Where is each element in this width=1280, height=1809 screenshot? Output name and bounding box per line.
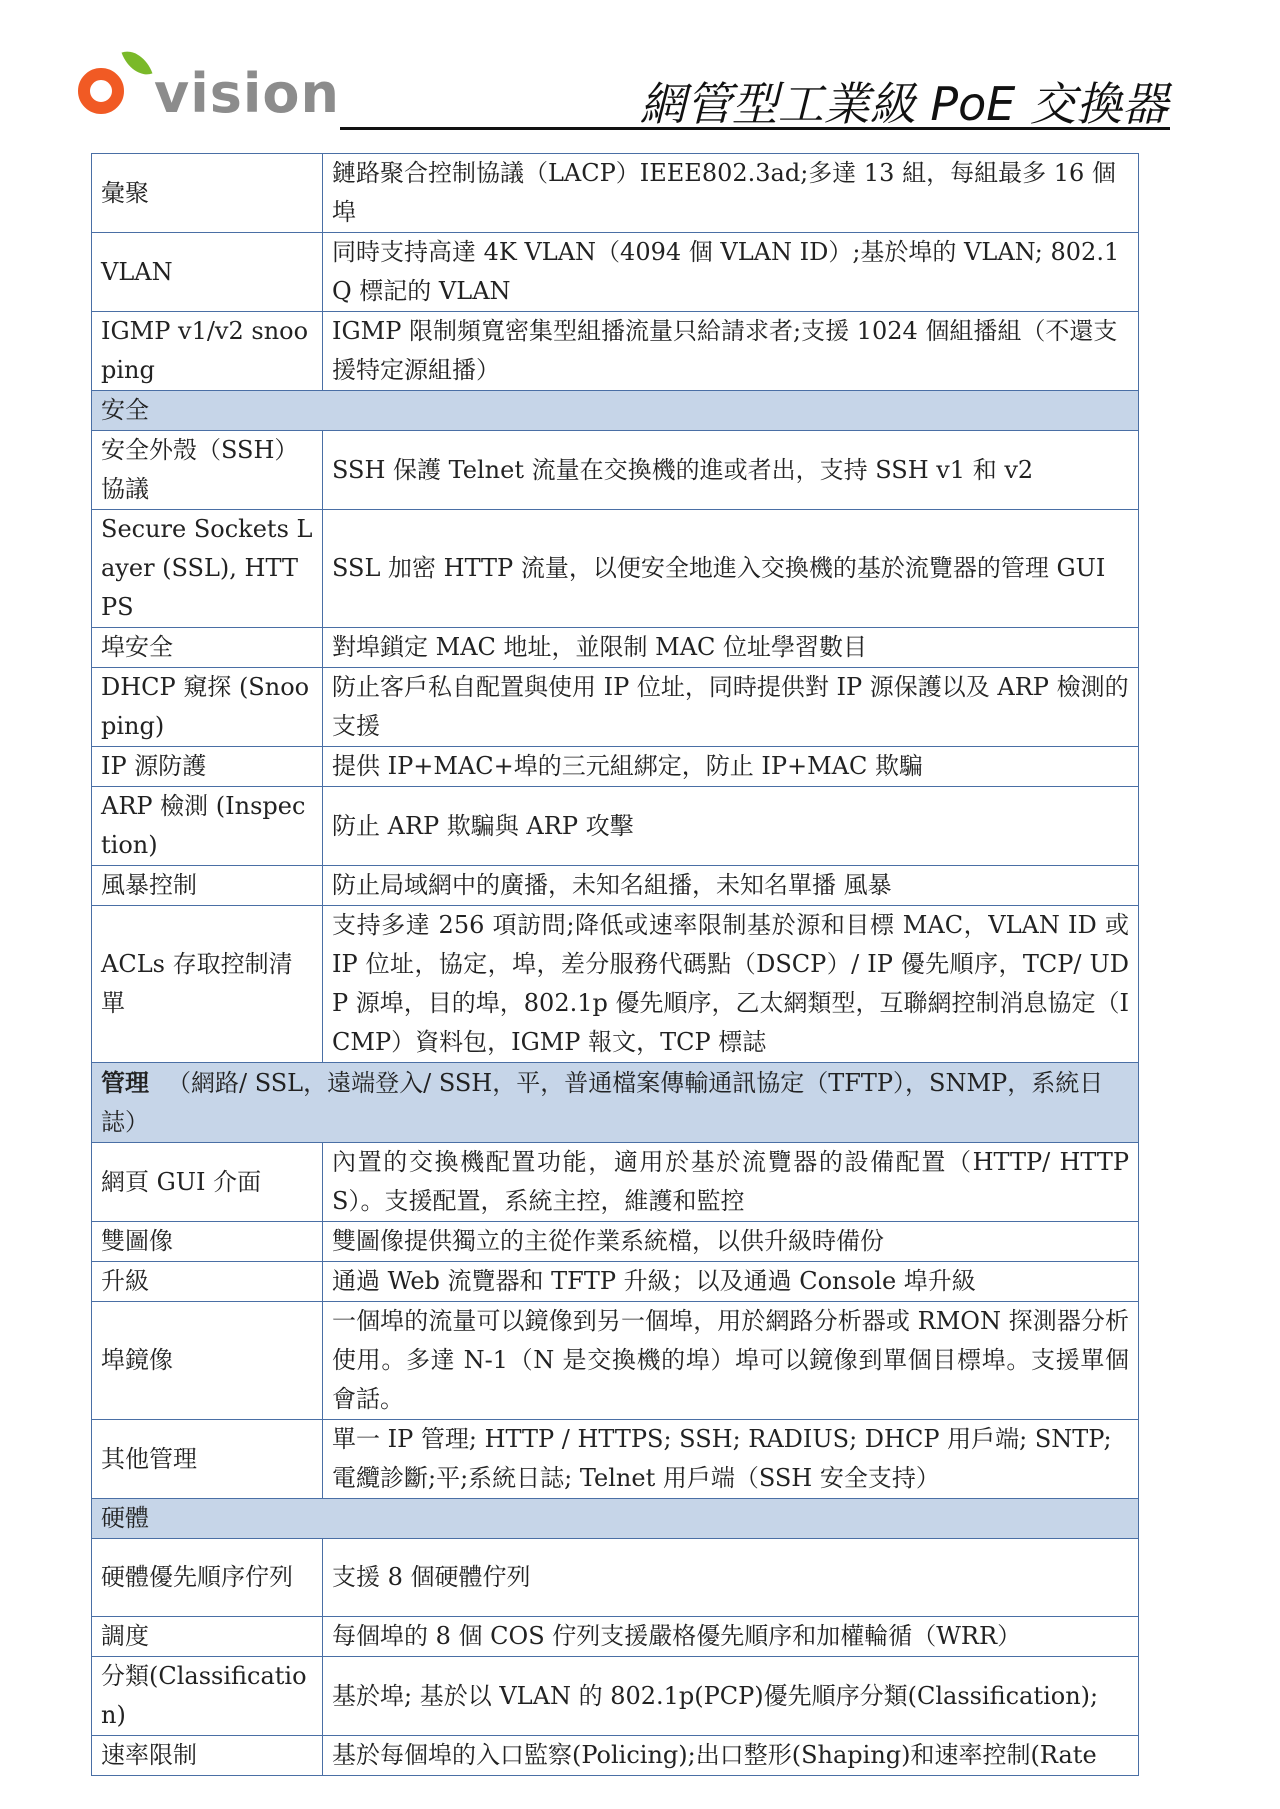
row-desc: 一個埠的流量可以鏡像到另一個埠，用於網路分析器或 RMON 探測器分析使用。多達 N-1（N 是交換機的埠）埠可以鏡像到單個目標埠。支援單個會話。	[323, 1302, 1139, 1420]
row-desc: SSH 保護 Telnet 流量在交換機的進或者出，支持 SSH v1 和 v2	[323, 431, 1139, 510]
row-label: 埠鏡像	[92, 1302, 323, 1420]
table-row	[92, 866, 1139, 906]
row-desc: 通過 Web 流覽器和 TFTP 升級；以及通過 Console 埠升級	[323, 1262, 1139, 1302]
ovision-logo	[74, 46, 344, 136]
row-label: 埠安全	[92, 628, 323, 668]
section-title: 安全	[92, 391, 1139, 431]
table-row	[92, 906, 1139, 1063]
table-row	[92, 787, 1139, 866]
section-row-management	[92, 1063, 1139, 1143]
logo-leaf-icon	[122, 45, 153, 81]
row-label: 彙聚	[92, 154, 323, 233]
spec-table	[91, 153, 1139, 1776]
row-label: 安全外殼（SSH）協議	[92, 431, 323, 510]
section-title-bold: 管理	[101, 1068, 149, 1097]
page-title: 網管型工業級 PoE 交換器	[639, 77, 1168, 131]
row-desc: 內置的交換機配置功能，適用於基於流覽器的設備配置（HTTP/ HTTPS）。支援配置，系統主控，維護和監控	[323, 1143, 1139, 1222]
row-desc: 雙圖像提供獨立的主從作業系統檔，以供升級時備份	[323, 1222, 1139, 1262]
row-label: 雙圖像	[92, 1222, 323, 1262]
row-label: IP 源防護	[92, 747, 323, 787]
table-row	[92, 1657, 1139, 1736]
row-label: ACLs 存取控制清單	[92, 906, 323, 1063]
table-row	[92, 1736, 1139, 1776]
row-desc: 同時支持高達 4K VLAN（4094 個 VLAN ID）;基於埠的 VLAN; 802.1Q 標記的 VLAN	[323, 233, 1139, 312]
row-label: 升級	[92, 1262, 323, 1302]
section-row-security	[92, 391, 1139, 431]
row-label: IGMP v1/v2 snooping	[92, 312, 323, 391]
table-row	[92, 1539, 1139, 1617]
section-title	[92, 1063, 1139, 1143]
row-desc: 支持多達 256 項訪問;降低或速率限制基於源和目標 MAC，VLAN ID 或 IP 位址，協定，埠，差分服務代碼點（DSCP）/ IP 優先順序，TCP/ UDP 源埠，目的埠，802.1p 優先順序，乙太網類型，互聯網控制消息協定（ICMP）資料包，IGMP 報文，TCP 標誌	[323, 906, 1139, 1063]
table-row	[92, 233, 1139, 312]
table-row	[92, 1262, 1139, 1302]
table-row	[92, 747, 1139, 787]
table-row	[92, 1617, 1139, 1657]
table-row	[92, 1302, 1139, 1420]
row-desc: 支援 8 個硬體佇列	[323, 1539, 1139, 1617]
logo-orange-o	[78, 68, 124, 114]
row-label: VLAN	[92, 233, 323, 312]
row-label: 硬體優先順序佇列	[92, 1539, 323, 1617]
row-desc: 對埠鎖定 MAC 地址，並限制 MAC 位址學習數目	[323, 628, 1139, 668]
row-desc: 基於每個埠的入口監察(Policing);出口整形(Shaping)和速率控制(Rate	[323, 1736, 1139, 1776]
row-desc: 單一 IP 管理; HTTP / HTTPS; SSH; RADIUS; DHCP 用戶端; SNTP;電纜診斷;平;系統日誌; Telnet 用戶端（SSH 安全支持）	[323, 1420, 1139, 1499]
table-row	[92, 312, 1139, 391]
section-title-rest: （網路/ SSL，遠端登入/ SSH，平，普通檔案傳輸通訊協定（TFTP），SNMP，系統日誌）	[101, 1069, 1104, 1136]
row-desc: 防止局域網中的廣播，未知名組播，未知名單播 風暴	[323, 866, 1139, 906]
row-desc: 防止客戶私自配置與使用 IP 位址，同時提供對 IP 源保護以及 ARP 檢測的支援	[323, 668, 1139, 747]
row-label: DHCP 窺探 (Snooping)	[92, 668, 323, 747]
row-desc: 鏈路聚合控制協議（LACP）IEEE802.3ad;多達 13 組，每組最多 16 個埠	[323, 154, 1139, 233]
logo-text: vision	[154, 62, 340, 125]
table-row	[92, 431, 1139, 510]
row-label: 網頁 GUI 介面	[92, 1143, 323, 1222]
row-label: Secure Sockets Layer (SSL), HTTPS	[92, 510, 323, 628]
table-row	[92, 154, 1139, 233]
row-label: 其他管理	[92, 1420, 323, 1499]
section-row-hardware	[92, 1499, 1139, 1539]
page-header	[0, 0, 1280, 150]
table-row	[92, 1143, 1139, 1222]
row-desc: 每個埠的 8 個 COS 佇列支援嚴格優先順序和加權輪循（WRR）	[323, 1617, 1139, 1657]
row-label: 風暴控制	[92, 866, 323, 906]
row-desc: 提供 IP+MAC+埠的三元組綁定，防止 IP+MAC 欺騙	[323, 747, 1139, 787]
row-label: 調度	[92, 1617, 323, 1657]
table-row	[92, 628, 1139, 668]
table-row	[92, 510, 1139, 628]
row-desc: 基於埠; 基於以 VLAN 的 802.1p(PCP)優先順序分類(Classification);	[323, 1657, 1139, 1736]
table-row	[92, 668, 1139, 747]
row-label: 速率限制	[92, 1736, 323, 1776]
section-title: 硬體	[92, 1499, 1139, 1539]
row-desc: SSL 加密 HTTP 流量，以便安全地進入交換機的基於流覽器的管理 GUI	[323, 510, 1139, 628]
table-row	[92, 1420, 1139, 1499]
row-label: ARP 檢測 (Inspection)	[92, 787, 323, 866]
row-desc: IGMP 限制頻寬密集型組播流量只給請求者;支援 1024 個組播組（不還支援特定源組播）	[323, 312, 1139, 391]
row-label: 分類(Classification)	[92, 1657, 323, 1736]
table-row	[92, 1222, 1139, 1262]
row-desc: 防止 ARP 欺騙與 ARP 攻擊	[323, 787, 1139, 866]
